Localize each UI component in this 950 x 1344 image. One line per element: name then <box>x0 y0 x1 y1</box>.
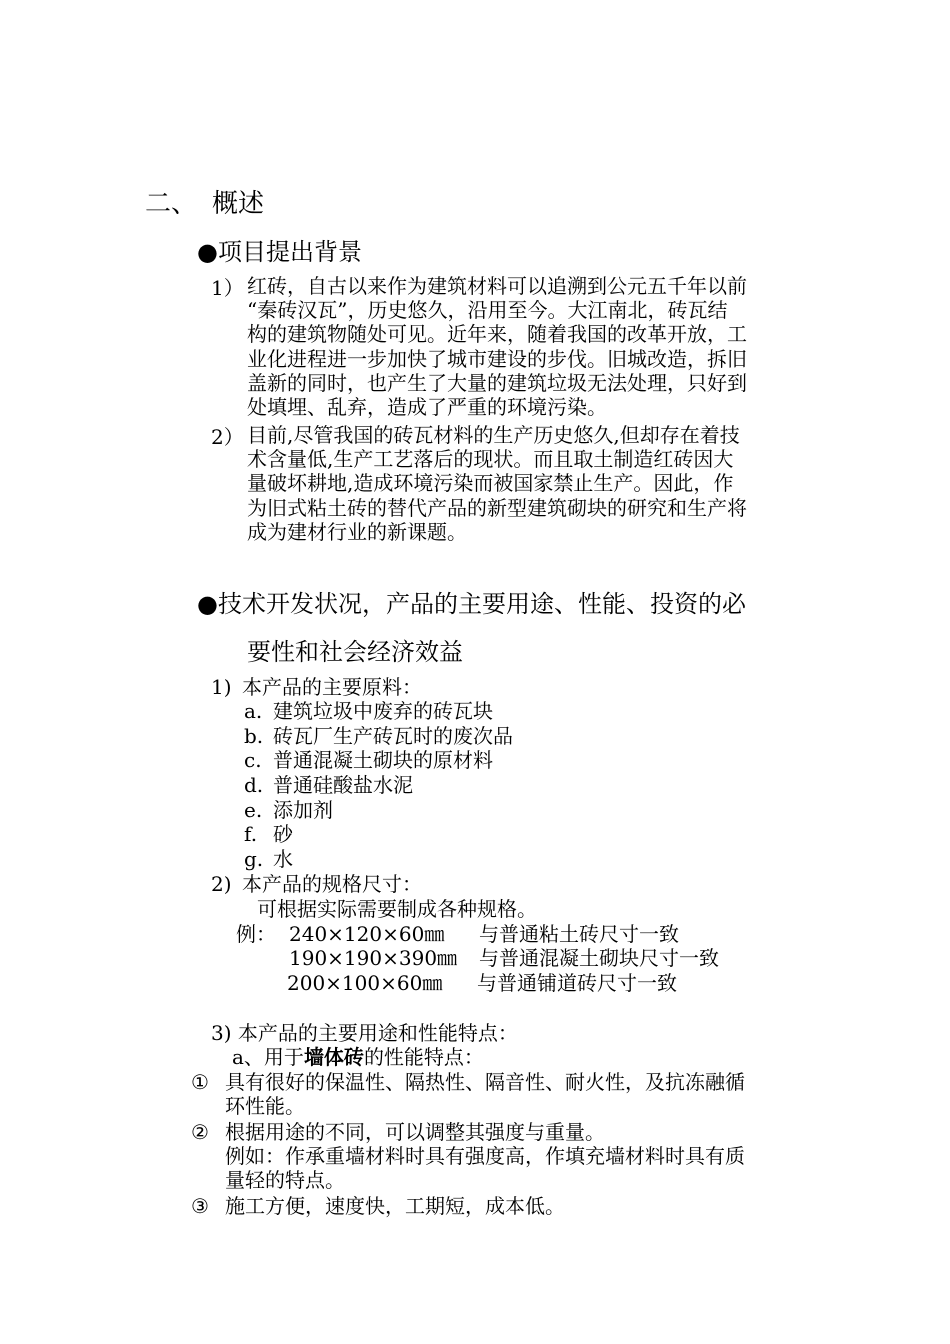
uses-subheading <box>232 1045 484 1069</box>
point-mark: ① <box>191 1070 209 1094</box>
point-mark: ② <box>191 1120 209 1144</box>
spec-size: 240×120×60㎜ <box>289 922 445 946</box>
material-text: 建筑垃圾中废弃的砖瓦块 <box>273 699 493 723</box>
tech-heading-line-1: 技术开发状况，产品的主要用途、性能、投资的必 <box>217 590 746 618</box>
paragraph-line: 成为建材行业的新课题。 <box>247 519 467 544</box>
paragraph-line: 目前,尽管我国的砖瓦材料的生产历史悠久,但却存在着技 <box>247 423 740 447</box>
tech-heading-line-2: 要性和社会经济效益 <box>247 638 463 666</box>
point-text <box>225 1120 805 1193</box>
paragraph-line: 根据用途的不同，可以调整其强度与重量。 <box>225 1120 605 1144</box>
paragraph-line: 环性能。 <box>225 1094 305 1119</box>
material-text: 普通硅酸盐水泥 <box>273 773 413 797</box>
paragraph-line: 业化进程进一步加快了城市建设的步伐。旧城改造，拆旧 <box>247 346 747 371</box>
point-text <box>225 1070 805 1118</box>
uses-sub-prefix: a、用于 <box>232 1045 304 1069</box>
uses-title: 3) 本产品的主要用途和性能特点： <box>211 1021 518 1045</box>
material-letter: a. <box>244 699 263 723</box>
point-text: 施工方便，速度快，工期短，成本低。 <box>225 1194 565 1218</box>
material-letter: b. <box>244 724 264 748</box>
bullet-icon: ● <box>197 590 218 618</box>
background-heading-text: 项目提出背景 <box>217 238 362 266</box>
material-text: 砖瓦厂生产砖瓦时的废次品 <box>273 724 513 748</box>
material-text: 普通混凝土砌块的原材料 <box>273 748 493 772</box>
paragraph-line: 量破坏耕地,造成环境污染而被国家禁止生产。因此，作 <box>247 471 734 496</box>
paragraph-line: 量轻的特点。 <box>225 1168 345 1193</box>
material-letter: f. <box>244 822 258 846</box>
spec-note: 与普通混凝土砌块尺寸一致 <box>479 946 719 970</box>
section-title: 概述 <box>212 189 265 219</box>
example-label: 例： <box>236 922 276 946</box>
paragraph-line: 具有很好的保温性、隔热性、隔音性、耐火性，及抗冻融循 <box>225 1070 745 1094</box>
material-text: 水 <box>273 847 293 871</box>
background-paragraph <box>247 423 805 544</box>
paragraph-line: 例如：作承重墙材料时具有强度高，作填充墙材料时具有质 <box>225 1144 745 1169</box>
paragraph-line: 为旧式粘土砖的替代产品的新型建筑砌块的研究和生产将 <box>247 495 747 520</box>
background-paragraph <box>247 274 805 419</box>
materials-title: 本产品的主要原料： <box>242 675 422 699</box>
uses-sub-suffix: 的性能特点： <box>363 1045 484 1069</box>
background-heading <box>197 232 362 267</box>
material-letter: c. <box>244 748 262 772</box>
paragraph-line: 盖新的同时，也产生了大量的建筑垃圾无法处理，只好到 <box>247 370 747 395</box>
material-text: 添加剂 <box>273 798 333 822</box>
paragraph-line: 术含量低,生产工艺落后的现状。而且取土制造红砖因大 <box>247 447 734 472</box>
spec-note: 与普通粘土砖尺寸一致 <box>479 922 679 946</box>
spec-note: 与普通铺道砖尺寸一致 <box>477 971 677 995</box>
paragraph-line: 红砖，自古以来作为建筑材料可以追溯到公元五千年以前 <box>247 274 747 298</box>
specs-number: 2) <box>211 872 232 896</box>
specs-intro: 可根据实际需要制成各种规格。 <box>257 897 537 921</box>
item-number: 2） <box>211 425 244 449</box>
material-letter: e. <box>244 798 263 822</box>
paragraph-line: “秦砖汉瓦”，历史悠久，沿用至今。大江南北，砖瓦结 <box>247 298 728 323</box>
item-number: 1） <box>211 276 244 300</box>
material-text: 砂 <box>273 822 293 846</box>
tech-heading <box>197 584 746 619</box>
uses-sub-bold: 墙体砖 <box>303 1045 364 1069</box>
material-letter: d. <box>244 773 264 797</box>
paragraph-line: 处填埋、乱弃，造成了严重的环境污染。 <box>247 395 607 420</box>
materials-number: 1) <box>211 675 232 699</box>
paragraph-line: 构的建筑物随处可见。近年来，随着我国的改革开放，工 <box>247 322 747 347</box>
specs-title: 本产品的规格尺寸： <box>242 872 422 896</box>
section-number: 二、 <box>145 189 198 219</box>
point-mark: ③ <box>191 1194 209 1218</box>
spec-size: 200×100×60㎜ <box>287 971 443 995</box>
bullet-icon: ● <box>197 238 218 266</box>
spec-size: 190×190×390㎜ <box>289 946 458 970</box>
material-letter: g. <box>244 847 264 871</box>
